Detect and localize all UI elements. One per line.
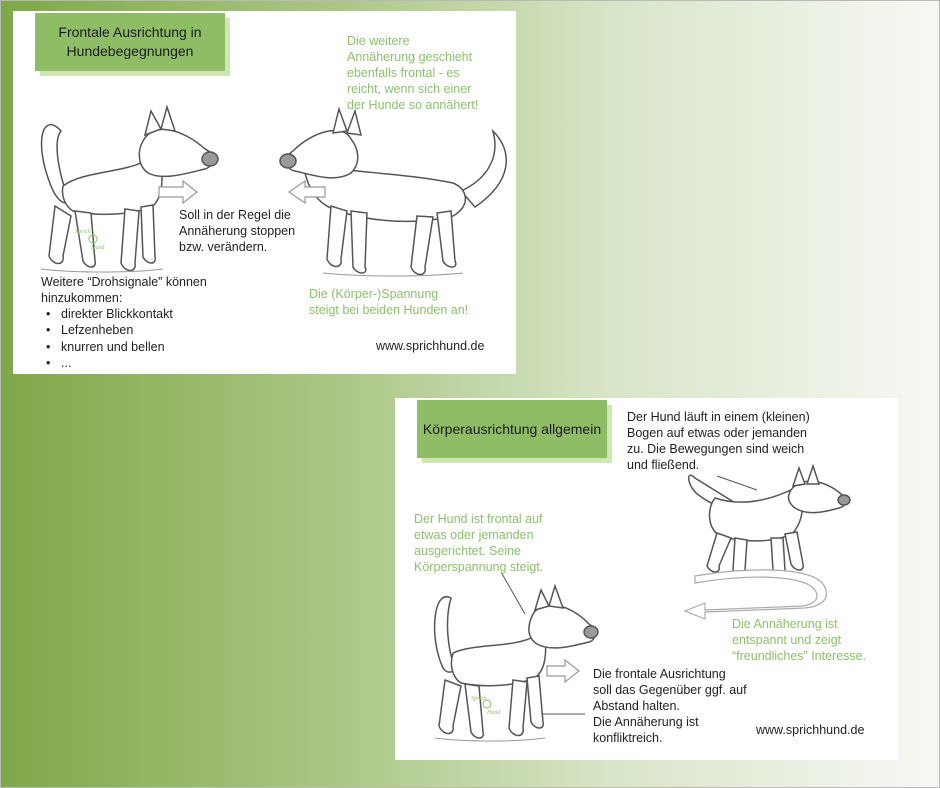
arc-approach-note: Der Hund läuft in einem (kleinen) Bogen auf etwas oder jemanden zu. Die Bewegungen sind weich und fließend. [627,410,810,472]
stop-note: Soll in der Regel die Annäherung stoppen bzw. verändern. [179,208,296,254]
frontal-dog-illustration [435,586,598,741]
curved-arrow-icon [685,570,826,619]
arrow-right-icon [159,181,197,203]
relaxed-note: Die Annäherung ist entspannt und zeigt “freundliches” Interesse. [732,617,867,663]
body-alignment-card [395,398,898,760]
signals-list [41,306,173,371]
tension-note: Die (Körper-)Spannung steigt bei beiden Hunden an! [309,287,469,317]
frontal-note: Der Hund ist frontal auf etwas oder jemanden ausgerichtet. Seine Körperspannung steigt. [414,512,544,574]
svg-text:Sprich: Sprich [471,696,487,702]
signals-heading: Weitere “Drohsignale” können hinzukommen: [41,275,207,305]
list-item: • direkter Blickkontakt [41,306,173,322]
frontal-alignment-card [13,11,516,374]
website-label: www.sprichhund.de [376,339,485,353]
conflict-note: Die frontale Ausrichtung soll das Gegenüber ggf. auf Abstand halten. Die Annäherung ist konfliktreich. [593,667,747,745]
svg-text:Hund: Hund [91,245,105,251]
approach-note: Die weitere Annäherung geschieht ebenfalls frontal - es reicht, wenn sich einer der Hunde so annähert! [347,34,479,112]
card-title: Körperausrichtung allgemein [417,400,607,458]
list-item: • knurren und bellen [41,339,173,355]
arrow-right-icon [547,660,579,682]
website-label: www.sprichhund.de [756,723,865,737]
walking-dog-illustration [689,466,850,576]
card-title: Frontale Ausrichtung in Hundebegegnungen [35,13,225,71]
svg-text:Hund: Hund [487,710,501,716]
svg-text:Sprich: Sprich [75,229,91,235]
list-item: • ... [41,355,173,371]
list-item: • Lefzenheben [41,322,173,338]
